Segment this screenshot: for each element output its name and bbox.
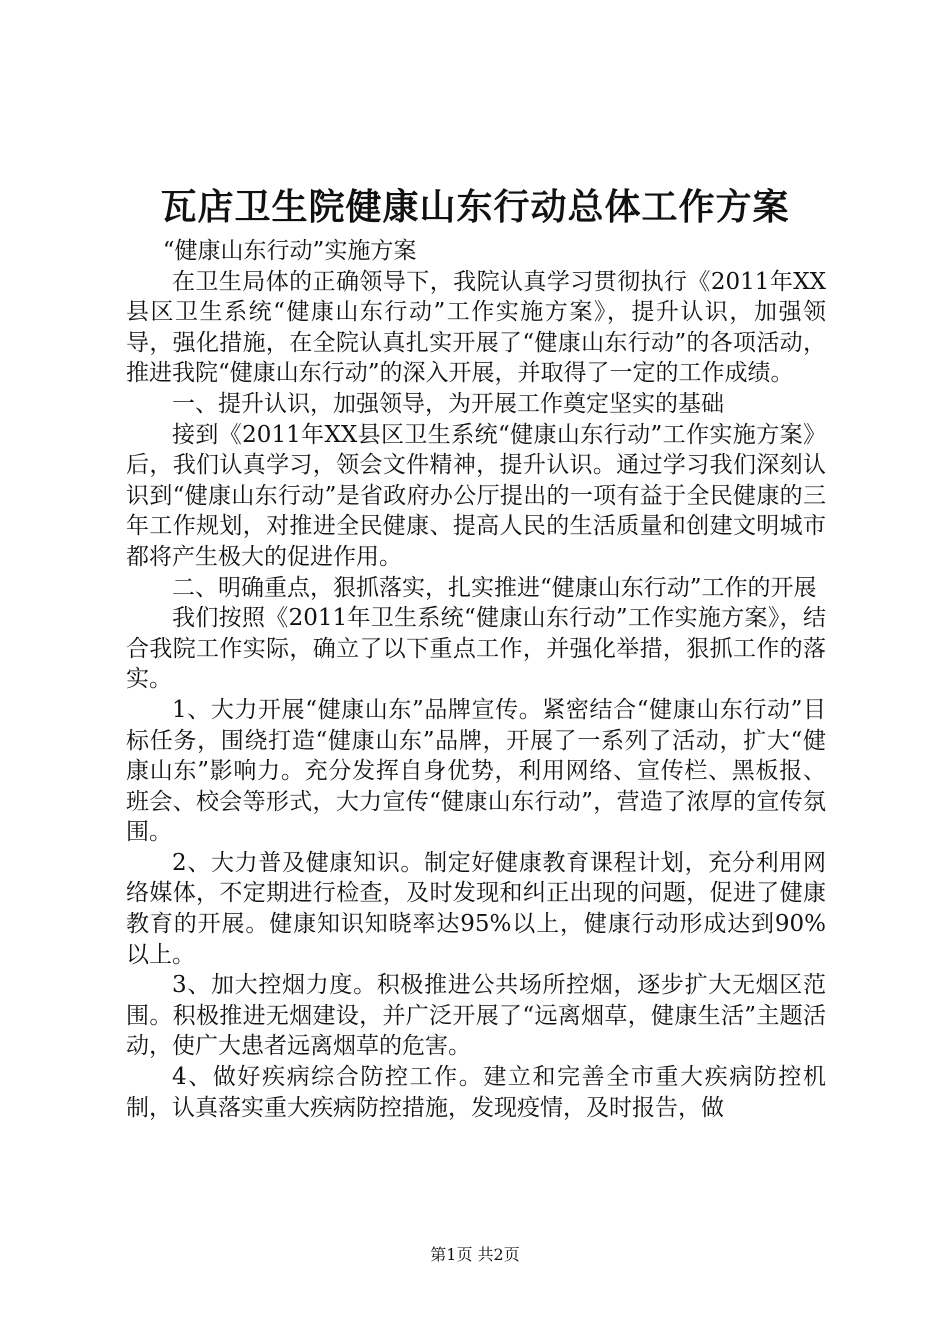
list-item-4: 4、做好疾病综合防控工作。建立和完善全市重大疾病防控机制，认真落实重大疾病防控措施，发现疫情，及时报告，做 <box>126 1064 826 1121</box>
document-body <box>126 236 826 1123</box>
document-subtitle: “健康山东行动”实施方案 <box>162 238 417 264</box>
list-item-3: 3、加大控烟力度。积极推进公共场所控烟，逐步扩大无烟区范围。积极推进无烟建设，并广泛开展了“远离烟草，健康生活”主题活动，使广大患者远离烟草的危害。 <box>126 972 826 1060</box>
paragraph-section-1: 接到《2011年XX县区卫生系统“健康山东行动”工作实施方案》后，我们认真学习，领会文件精神，提升认识。通过学习我们深刻认识到“健康山东行动”是省政府办公厅提出的一项有益于全民健康的三年工作规划，对推进全民健康、提高人民的生活质量和创建文明城市都将产生极大的促进作用。 <box>126 421 826 570</box>
document-title: 瓦店卫生院健康山东行动总体工作方案 <box>160 186 790 228</box>
section-heading-1: 一、提升认识，加强领导，为开展工作奠定坚实的基础 <box>172 390 724 417</box>
paragraph-intro: 在卫生局体的正确领导下，我院认真学习贯彻执行《2011年XX县区卫生系统“健康山东行动”工作实施方案》，提升认识，加强领导，强化措施，在全院认真扎实开展了“健康山东行动”的各项活动，推进我院“健康山东行动”的深入开展，并取得了一定的工作成绩。 <box>126 268 826 387</box>
page-footer: 第1页 共2页 <box>430 1245 520 1264</box>
paragraph-section-2: 我们按照《2011年卫生系统“健康山东行动”工作实施方案》，结合我院工作实际，确立了以下重点工作，并强化举措，狠抓工作的落实。 <box>126 605 826 693</box>
list-item-1: 1、大力开展“健康山东”品牌宣传。紧密结合“健康山东行动”目标任务，围绕打造“健康山东”品牌，开展了一系列了活动，扩大“健康山东”影响力。充分发挥自身优势，利用网络、宣传栏、黑板报、班会、校会等形式，大力宣传“健康山东行动”，营造了浓厚的宣传氛围。 <box>126 696 826 846</box>
list-item-2: 2、大力普及健康知识。制定好健康教育课程计划，充分利用网络媒体，不定期进行检查，及时发现和纠正出现的问题，促进了健康教育的开展。健康知识知晓率达95%以上，健康行动形成达到90%以上。 <box>126 849 826 968</box>
section-heading-2: 二、明确重点，狠抓落实，扎实推进“健康山东行动”工作的开展 <box>172 574 817 601</box>
